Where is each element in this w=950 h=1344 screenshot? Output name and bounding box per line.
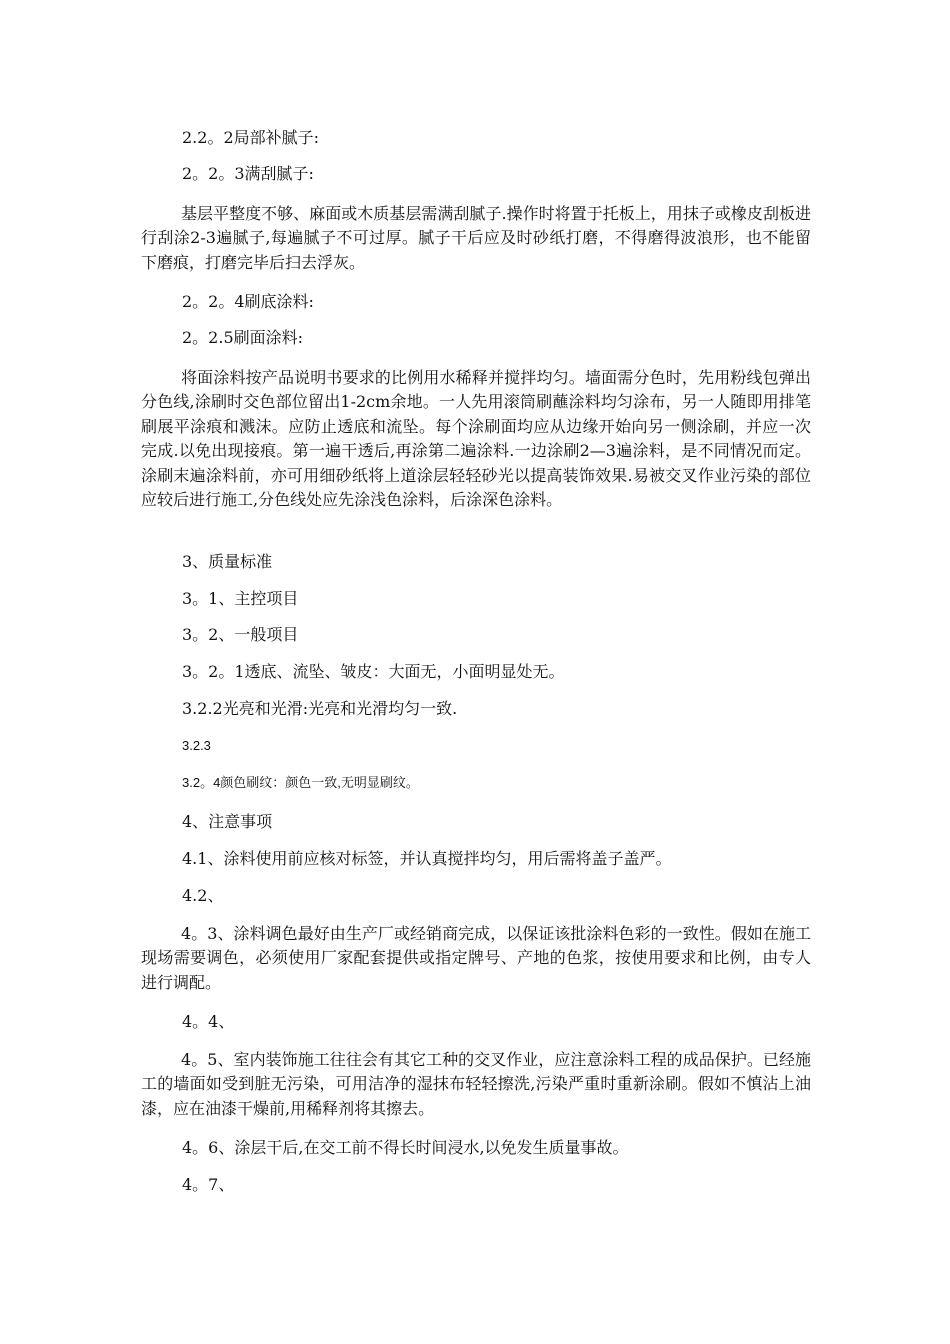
heading-3-2-3: 3.2.3 — [182, 738, 211, 753]
heading-4-6: 4。6、涂层干后,在交工前不得长时间浸水,以免发生质量事故。 — [182, 1138, 629, 1157]
heading-4-7: 4。7、 — [182, 1175, 235, 1194]
heading-2-2-2: 2.2。2局部补腻子: — [182, 128, 320, 147]
paragraph-2-2-5: 将面涂料按产品说明书要求的比例用水稀释并搅拌均匀。墙面需分色时，先用粉线包弹出分色线,涂刷时交色部位留出1-2cm余地。一人先用滚筒刷蘸涂料均匀涂布，另一人随即用排笔刷展平涂痕和溅沫。应防止透底和流坠。每个涂刷面均应从边缘开始向另一侧涂刷，并应一次完成.以免出现接痕。第一遍干透后,再涂第二遍涂料.一边涂刷2—3遍涂料，是不同情况而定。涂刷末遍涂料前，亦可用细砂纸将上道涂层轻轻砂光以提高装饰效果.易被交叉作业污染的部位应较后进行施工,分色线处应先涂浅色涂料，后涂深色涂料。 — [141, 368, 811, 510]
heading-2-2-4: 2。2。4刷底涂料: — [182, 292, 314, 311]
heading-4-4: 4。4、 — [182, 1012, 235, 1031]
paragraph-4-3: 4。3、涂料调色最好由生产厂或经销商完成，以保证该批涂料色彩的一致性。假如在施工现场需要调色，必须使用厂家配套提供或指定牌号、产地的色浆，按使用要求和比例，由专人进行调配。 — [141, 924, 811, 992]
heading-3-2: 3。2、一般项目 — [182, 625, 299, 644]
heading-2-2-3: 2。2。3满刮腻子: — [182, 164, 314, 183]
heading-3-2-1: 3。2。1透底、流坠、皱皮：大面无，小面明显处无。 — [182, 662, 565, 681]
paragraph-4-5: 4。5、室内装饰施工往往会有其它工种的交叉作业，应注意涂料工程的成品保护。已经施工的墙面如受到脏无污染，可用洁净的湿抹布轻轻擦洗,污染严重时重新涂刷。假如不慎沾上油漆，应在油漆干燥前,用稀释剂将其擦去。 — [141, 1050, 811, 1118]
heading-4: 4、注意事项 — [182, 812, 273, 831]
paragraph-2-2-3: 基层平整度不够、麻面或木质基层需满刮腻子.操作时将置于托板上，用抹子或橡皮刮板进行刮涂2-3遍腻子,每遍腻子不可过厚。腻子干后应及时砂纸打磨，不得磨得波浪形，也不能留下磨痕，打磨完毕后扫去浮灰。 — [141, 204, 811, 272]
heading-3: 3、质量标准 — [182, 552, 273, 571]
heading-3-1: 3。1、主控项目 — [182, 589, 299, 608]
heading-3-2-4: 3.2。4颜色刷纹：颜色一致,无明显刷纹。 — [182, 775, 419, 790]
heading-4-1: 4.1、涂料使用前应核对标签，并认真搅拌均匀，用后需将盖子盖严。 — [182, 849, 672, 868]
heading-2-2-5: 2。2.5刷面涂料: — [182, 328, 304, 347]
heading-3-2-2: 3.2.2光亮和光滑:光亮和光滑均匀一致. — [182, 699, 458, 718]
heading-4-2: 4.2、 — [182, 886, 224, 905]
